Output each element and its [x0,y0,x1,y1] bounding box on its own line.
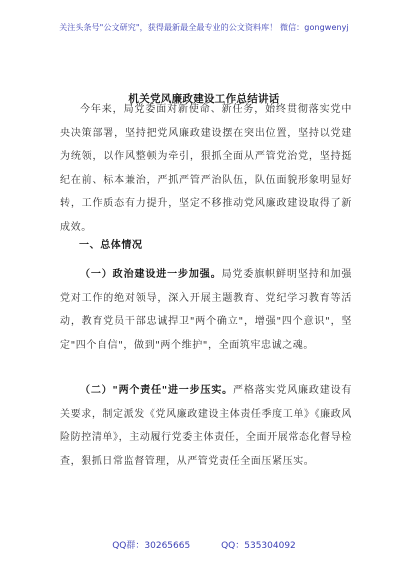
qq-group-number: QQ群：30265665 [112,541,191,551]
footer-contact [0,538,408,551]
section-heading: 一、总体情况 [79,240,143,251]
paragraph-body: 严格落实党风廉政建设有关要求，制定派发《党风廉政建设主体责任季度工单》《廉政风险防控清单》，主动履行党委主体责任，全面开展常态化督导检查，狠抓日常监督管理，从严管党责任全面压紧压实。 [60,385,353,467]
paragraph-lead: （一）政治建设进一步加强。 [80,269,222,280]
header-notice: 关注头条号"公文研究"，获得最新最全最专业的公文资料库！ 微信：gongwenyj [59,23,349,32]
paragraph-political-building [60,263,352,357]
paragraph-two-responsibilities [60,379,352,473]
document-title: 机关党风廉政建设工作总结讲话 [128,93,280,105]
paragraph-body: 局党委旗帜鲜明坚持和加强党对工作的绝对领导，深入开展主题教育、党纪学习教育等活动，教育党员干部忠诚捍卫"两个确立"，增强"四个意识"，坚定"四个自信"，做到"两个维护"，全面筑牢忠诚之魂。 [60,269,352,351]
paragraph-lead: （二）"两个责任"进一步压实。 [80,385,234,396]
intro-paragraph: 今年来，局党委面对新使命、新任务，始终贯彻落实党中央决策部署，坚持把党风廉政建设摆在突出位置，坚持以党建为统领，以作风整顿为牵引，狠抓全面从严管党治党，坚持挺纪在前、标本兼治，严抓严管严治队伍，队伍面貌形象明显好转，工作质态有力提升，坚定不移推动党风廉政建设取得了新成效。 [60,104,352,233]
qq-number: QQ：535304092 [221,541,296,551]
